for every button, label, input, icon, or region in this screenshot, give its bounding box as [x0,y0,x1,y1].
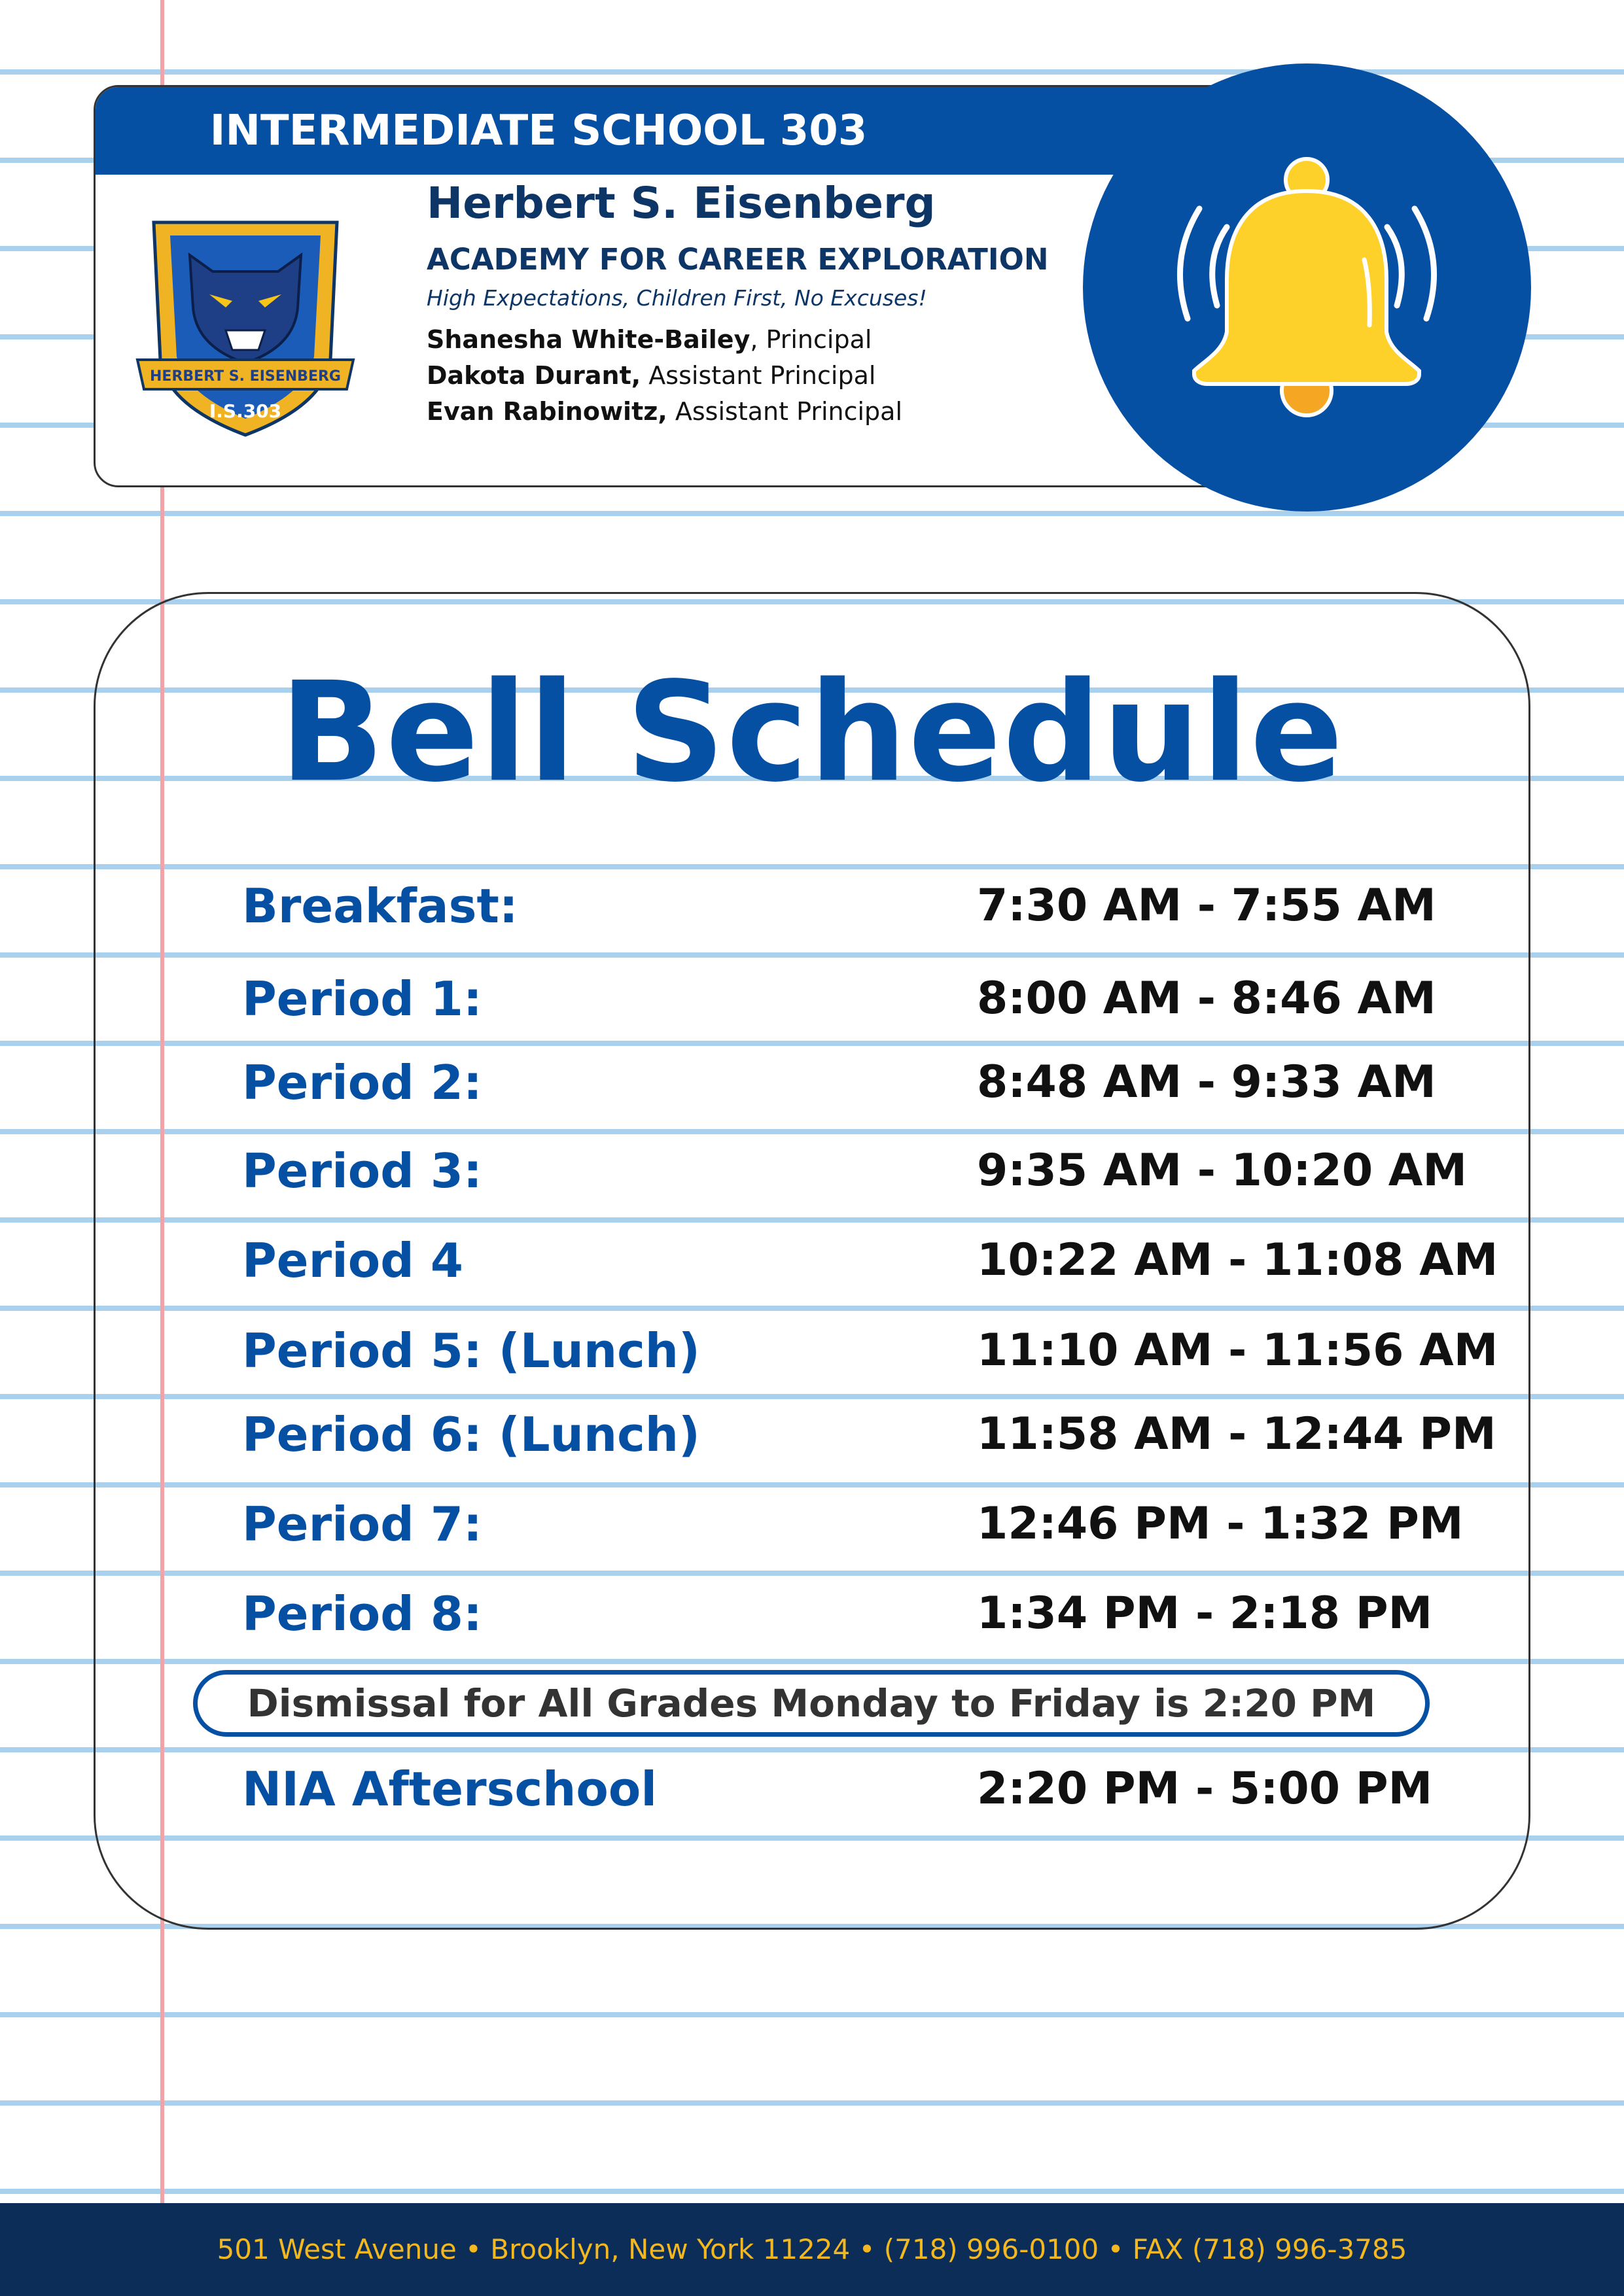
school-band-title: INTERMEDIATE SCHOOL 303 [96,87,1256,175]
staff-role: Assistant Principal [641,361,876,390]
schedule-row-time: 9:35 AM - 10:20 AM [977,1145,1468,1196]
schedule-row-time: 8:00 AM - 8:46 AM [977,973,1436,1024]
crest-code-text: I.S.303 [209,400,282,422]
panther-crest-icon [134,209,357,448]
schedule-row-time: 1:34 PM - 2:18 PM [977,1588,1433,1639]
schedule-row-time: 11:10 AM - 11:56 AM [977,1325,1498,1376]
academy-name: ACADEMY FOR CAREER EXPLORATION [427,242,1049,277]
staff-name: Shanesha White-Bailey [427,325,750,354]
footer-contact: 501 West Avenue • Brooklyn, New York 11224 • (718) 996-0100 • FAX (718) 996-3785 [0,2203,1624,2296]
afterschool-time: 2:20 PM - 5:00 PM [977,1763,1433,1815]
staff-line [427,325,872,354]
staff-line [427,361,875,390]
staff-name: Evan Rabinowitz, [427,397,667,426]
schedule-row-time: 7:30 AM - 7:55 AM [977,880,1436,931]
bell-icon [1083,63,1531,512]
schedule-row-time: 10:22 AM - 11:08 AM [977,1234,1498,1286]
schedule-row-time: 11:58 AM - 12:44 PM [977,1408,1496,1460]
schedule-row-label: Breakfast: [242,878,518,933]
schedule-row-label: Period 5: (Lunch) [242,1323,700,1378]
schedule-row-label: Period 8: [242,1586,482,1641]
schedule-row-time: 12:46 PM - 1:32 PM [977,1498,1464,1550]
dismissal-notice: Dismissal for All Grades Monday to Friday is 2:20 PM [193,1670,1430,1737]
staff-line [427,397,902,426]
schedule-row-label: Period 3: [242,1143,482,1198]
school-motto: High Expectations, Children First, No Excuses! [427,285,927,311]
schedule-row-label: Period 7: [242,1497,482,1552]
staff-name: Dakota Durant, [427,361,641,390]
school-name: Herbert S. Eisenberg [427,178,936,228]
staff-role: , Principal [750,325,872,354]
schedule-row-time: 8:48 AM - 9:33 AM [977,1056,1436,1108]
afterschool-label: NIA Afterschool [242,1762,658,1817]
schedule-row-label: Period 4 [242,1233,463,1288]
schedule-row-label: Period 6: (Lunch) [242,1407,700,1462]
staff-role: Assistant Principal [667,397,902,426]
schedule-title: Bell Schedule [279,652,1345,812]
schedule-row-label: Period 2: [242,1055,482,1110]
crest-banner-text: HERBERT S. EISENBERG [150,368,341,385]
schedule-row-label: Period 1: [242,971,482,1026]
